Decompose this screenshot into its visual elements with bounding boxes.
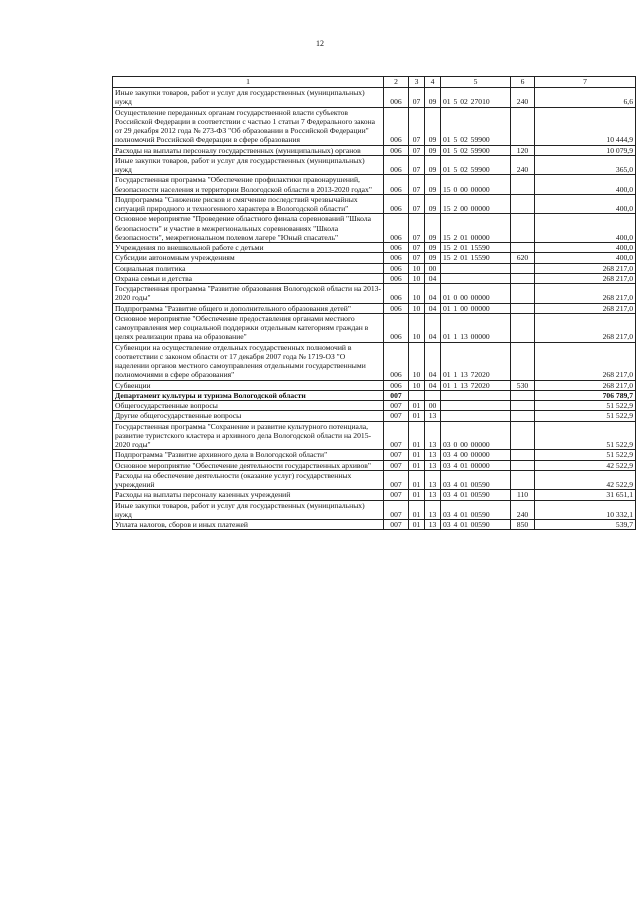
row-section-code: 01 <box>409 411 425 421</box>
row-subsection-code: 13 <box>425 470 441 490</box>
row-expense-type-code: 110 <box>511 490 535 500</box>
row-ved-code: 006 <box>384 175 409 195</box>
row-amount: 400,0 <box>535 175 636 195</box>
table-row <box>113 88 636 108</box>
row-subsection-code: 09 <box>425 145 441 155</box>
row-target-article-code: 01 0 00 00000 <box>441 284 511 304</box>
row-subsection-code: 04 <box>425 284 441 304</box>
table-row <box>113 520 636 530</box>
table-row <box>113 390 636 400</box>
row-subsection-code: 13 <box>425 411 441 421</box>
row-expense-type-code <box>511 243 535 253</box>
row-name: Иные закупки товаров, работ и услуг для государственных (муниципальных) нужд <box>113 155 384 175</box>
row-target-article-code: 03 4 01 00590 <box>441 500 511 520</box>
budget-table <box>112 76 636 530</box>
row-ved-code: 007 <box>384 390 409 400</box>
table-row <box>113 450 636 460</box>
row-expense-type-code <box>511 194 535 214</box>
row-expense-type-code <box>511 401 535 411</box>
row-ved-code: 006 <box>384 194 409 214</box>
row-name: Общегосударственные вопросы <box>113 401 384 411</box>
table-row <box>113 284 636 304</box>
table-row <box>113 155 636 175</box>
row-name: Уплата налогов, сборов и иных платежей <box>113 520 384 530</box>
row-name: Расходы на обеспечение деятельности (оказание услуг) государственных учреждений <box>113 470 384 490</box>
row-subsection-code: 09 <box>425 253 441 263</box>
table-row <box>113 273 636 283</box>
row-amount: 10 079,9 <box>535 145 636 155</box>
row-section-code: 07 <box>409 88 425 108</box>
row-target-article-code: 01 1 00 00000 <box>441 303 511 313</box>
row-expense-type-code: 850 <box>511 520 535 530</box>
row-amount: 365,0 <box>535 155 636 175</box>
row-ved-code: 006 <box>384 284 409 304</box>
table-row <box>113 214 636 243</box>
row-expense-type-code <box>511 313 535 342</box>
row-amount: 268 217,0 <box>535 284 636 304</box>
row-amount: 268 217,0 <box>535 263 636 273</box>
row-ved-code: 007 <box>384 421 409 450</box>
row-target-article-code: 03 4 01 00590 <box>441 490 511 500</box>
column-number: 4 <box>425 77 441 88</box>
table-row <box>113 194 636 214</box>
row-section-code: 10 <box>409 284 425 304</box>
row-amount: 51 522,9 <box>535 411 636 421</box>
row-amount: 268 217,0 <box>535 342 636 380</box>
row-ved-code: 006 <box>384 145 409 155</box>
row-name: Основное мероприятие "Проведение областного финала соревнований "Школа безопасности" и участие в межрегиональных соревнованиях "Школа безопасности", межрегиональном полевом лагере "Юный спасатель" <box>113 214 384 243</box>
row-subsection-code: 09 <box>425 88 441 108</box>
row-expense-type-code <box>511 411 535 421</box>
row-amount: 539,7 <box>535 520 636 530</box>
row-target-article-code: 03 4 01 00000 <box>441 460 511 470</box>
row-ved-code: 007 <box>384 450 409 460</box>
row-ved-code: 007 <box>384 490 409 500</box>
row-section-code: 07 <box>409 243 425 253</box>
table-row <box>113 460 636 470</box>
row-expense-type-code: 620 <box>511 253 535 263</box>
row-subsection-code: 09 <box>425 155 441 175</box>
row-section-code: 07 <box>409 107 425 145</box>
row-section-code: 10 <box>409 273 425 283</box>
row-target-article-code <box>441 273 511 283</box>
row-expense-type-code <box>511 263 535 273</box>
row-amount: 706 789,7 <box>535 390 636 400</box>
table-row <box>113 303 636 313</box>
row-ved-code: 006 <box>384 243 409 253</box>
row-target-article-code: 03 4 00 00000 <box>441 450 511 460</box>
row-ved-code: 006 <box>384 155 409 175</box>
row-ved-code: 007 <box>384 460 409 470</box>
row-target-article-code: 01 1 13 72020 <box>441 342 511 380</box>
row-ved-code: 006 <box>384 253 409 263</box>
row-name: Расходы на выплаты персоналу государственных (муниципальных) органов <box>113 145 384 155</box>
row-expense-type-code <box>511 284 535 304</box>
row-amount: 10 332,1 <box>535 500 636 520</box>
row-name: Иные закупки товаров, работ и услуг для государственных (муниципальных) нужд <box>113 88 384 108</box>
row-subsection-code: 13 <box>425 421 441 450</box>
row-ved-code: 007 <box>384 411 409 421</box>
row-name: Субсидии автономным учреждениям <box>113 253 384 263</box>
row-target-article-code: 15 2 01 15590 <box>441 243 511 253</box>
row-ved-code: 006 <box>384 342 409 380</box>
row-section-code: 07 <box>409 194 425 214</box>
row-name: Основное мероприятие "Обеспечение предоставления органами местного самоуправления мер социальной поддержки отдельным категориям граждан в целях реализации права на образование" <box>113 313 384 342</box>
row-name: Социальная политика <box>113 263 384 273</box>
row-section-code: 07 <box>409 214 425 243</box>
row-name: Департамент культуры и туризма Вологодской области <box>113 390 384 400</box>
column-number: 1 <box>113 77 384 88</box>
table-row <box>113 107 636 145</box>
row-subsection-code: 09 <box>425 214 441 243</box>
row-amount: 268 217,0 <box>535 303 636 313</box>
row-target-article-code: 01 5 02 59900 <box>441 155 511 175</box>
column-number: 3 <box>409 77 425 88</box>
row-target-article-code: 15 2 01 00000 <box>441 214 511 243</box>
row-section-code: 10 <box>409 263 425 273</box>
row-section-code: 01 <box>409 500 425 520</box>
row-section-code: 10 <box>409 313 425 342</box>
row-target-article-code <box>441 390 511 400</box>
row-name: Охрана семьи и детства <box>113 273 384 283</box>
table-row <box>113 411 636 421</box>
row-expense-type-code <box>511 303 535 313</box>
row-section-code: 01 <box>409 490 425 500</box>
row-target-article-code: 01 1 13 00000 <box>441 313 511 342</box>
row-expense-type-code <box>511 175 535 195</box>
row-subsection-code: 00 <box>425 263 441 273</box>
row-expense-type-code <box>511 214 535 243</box>
row-target-article-code: 01 5 02 59900 <box>441 107 511 145</box>
table-row <box>113 500 636 520</box>
row-expense-type-code <box>511 390 535 400</box>
row-ved-code: 006 <box>384 263 409 273</box>
row-target-article-code <box>441 401 511 411</box>
row-expense-type-code: 530 <box>511 380 535 390</box>
row-section-code: 10 <box>409 342 425 380</box>
row-subsection-code: 00 <box>425 401 441 411</box>
table-row <box>113 342 636 380</box>
row-subsection-code <box>425 390 441 400</box>
page-number: 12 <box>316 39 324 48</box>
row-name: Учреждения по внешкольной работе с детьми <box>113 243 384 253</box>
row-subsection-code: 13 <box>425 520 441 530</box>
row-target-article-code: 03 0 00 00000 <box>441 421 511 450</box>
table-row <box>113 253 636 263</box>
table-row <box>113 313 636 342</box>
row-target-article-code: 01 1 13 72020 <box>441 380 511 390</box>
row-section-code: 01 <box>409 421 425 450</box>
row-target-article-code <box>441 411 511 421</box>
table-row <box>113 421 636 450</box>
row-subsection-code: 04 <box>425 380 441 390</box>
row-expense-type-code <box>511 460 535 470</box>
row-amount: 400,0 <box>535 194 636 214</box>
row-section-code: 07 <box>409 253 425 263</box>
row-name: Государственная программа "Сохранение и развитие культурного потенциала, развитие туристского кластера и архивного дела Вологодской области на 2015-2020 годы" <box>113 421 384 450</box>
row-name: Осуществление переданных органам государственной власти субъектов Российской Федерации в соответствии с частью 1 статьи 7 Федерального закона от 29 декабря 2012 года № 273-ФЗ "Об образовании в Российской Федерации" полномочий Российской Федерации в сфере образования <box>113 107 384 145</box>
row-name: Основное мероприятие "Обеспечение деятельности государственных архивов" <box>113 460 384 470</box>
row-section-code: 07 <box>409 155 425 175</box>
row-subsection-code: 04 <box>425 342 441 380</box>
row-amount: 6,6 <box>535 88 636 108</box>
row-amount: 42 522,9 <box>535 470 636 490</box>
row-subsection-code: 09 <box>425 107 441 145</box>
row-name: Субвенции на осуществление отдельных государственных полномочий в соответствии с законом области от 17 декабря 2007 года № 1719-ОЗ "О наделении органов местного самоуправления отдельными государственными полномочиями в сфере образования" <box>113 342 384 380</box>
row-subsection-code: 13 <box>425 460 441 470</box>
row-ved-code: 007 <box>384 401 409 411</box>
row-section-code: 01 <box>409 450 425 460</box>
row-section-code: 07 <box>409 145 425 155</box>
row-amount: 400,0 <box>535 253 636 263</box>
column-number: 5 <box>441 77 511 88</box>
row-expense-type-code: 240 <box>511 500 535 520</box>
row-amount: 42 522,9 <box>535 460 636 470</box>
row-expense-type-code <box>511 450 535 460</box>
row-ved-code: 007 <box>384 520 409 530</box>
row-section-code: 01 <box>409 470 425 490</box>
column-number: 2 <box>384 77 409 88</box>
row-name: Подпрограмма "Снижение рисков и смягчение последствий чрезвычайных ситуаций природного и техногенного характера в Вологодской области" <box>113 194 384 214</box>
row-amount: 400,0 <box>535 243 636 253</box>
row-target-article-code: 03 4 01 00590 <box>441 470 511 490</box>
row-amount: 268 217,0 <box>535 273 636 283</box>
row-target-article-code: 01 5 02 59900 <box>441 145 511 155</box>
row-target-article-code: 15 0 00 00000 <box>441 175 511 195</box>
row-name: Иные закупки товаров, работ и услуг для государственных (муниципальных) нужд <box>113 500 384 520</box>
row-section-code: 07 <box>409 175 425 195</box>
row-subsection-code: 09 <box>425 175 441 195</box>
row-amount: 51 522,9 <box>535 450 636 460</box>
row-name: Государственная программа "Обеспечение профилактики правонарушений, безопасности населения и территории Вологодской области в 2013-2020 годах" <box>113 175 384 195</box>
row-ved-code: 006 <box>384 88 409 108</box>
table-row <box>113 263 636 273</box>
row-ved-code: 006 <box>384 107 409 145</box>
table-row <box>113 470 636 490</box>
row-subsection-code: 13 <box>425 490 441 500</box>
row-ved-code: 007 <box>384 500 409 520</box>
row-target-article-code: 15 2 01 15590 <box>441 253 511 263</box>
row-amount: 268 217,0 <box>535 313 636 342</box>
table-row <box>113 380 636 390</box>
row-expense-type-code <box>511 273 535 283</box>
table-row <box>113 145 636 155</box>
row-section-code: 01 <box>409 460 425 470</box>
row-ved-code: 006 <box>384 214 409 243</box>
row-ved-code: 006 <box>384 313 409 342</box>
row-section-code: 10 <box>409 303 425 313</box>
row-amount: 51 522,9 <box>535 401 636 411</box>
row-name: Подпрограмма "Развитие архивного дела в Вологодской области" <box>113 450 384 460</box>
row-expense-type-code <box>511 107 535 145</box>
table-row <box>113 490 636 500</box>
table-row <box>113 243 636 253</box>
row-target-article-code: 15 2 00 00000 <box>441 194 511 214</box>
row-section-code: 01 <box>409 520 425 530</box>
row-expense-type-code: 240 <box>511 155 535 175</box>
row-name: Подпрограмма "Развитие общего и дополнительного образования детей" <box>113 303 384 313</box>
row-section-code: 01 <box>409 401 425 411</box>
row-expense-type-code <box>511 470 535 490</box>
row-section-code: 10 <box>409 380 425 390</box>
row-subsection-code: 09 <box>425 194 441 214</box>
row-ved-code: 006 <box>384 380 409 390</box>
row-amount: 268 217,0 <box>535 380 636 390</box>
table-row <box>113 175 636 195</box>
row-target-article-code: 03 4 01 00590 <box>441 520 511 530</box>
row-amount: 400,0 <box>535 214 636 243</box>
row-name: Субвенции <box>113 380 384 390</box>
row-subsection-code: 09 <box>425 243 441 253</box>
row-ved-code: 006 <box>384 303 409 313</box>
column-number-row <box>113 77 636 88</box>
row-expense-type-code: 120 <box>511 145 535 155</box>
row-subsection-code: 04 <box>425 313 441 342</box>
row-amount: 51 522,9 <box>535 421 636 450</box>
table-row <box>113 401 636 411</box>
column-number: 6 <box>511 77 535 88</box>
row-name: Расходы на выплаты персоналу казенных учреждений <box>113 490 384 500</box>
row-amount: 31 651,1 <box>535 490 636 500</box>
row-subsection-code: 13 <box>425 500 441 520</box>
row-expense-type-code <box>511 342 535 380</box>
row-ved-code: 006 <box>384 273 409 283</box>
row-section-code <box>409 390 425 400</box>
row-ved-code: 007 <box>384 470 409 490</box>
row-target-article-code: 01 5 02 27010 <box>441 88 511 108</box>
row-expense-type-code <box>511 421 535 450</box>
column-number: 7 <box>535 77 636 88</box>
row-subsection-code: 04 <box>425 303 441 313</box>
table-body <box>113 77 636 530</box>
row-subsection-code: 13 <box>425 450 441 460</box>
row-subsection-code: 04 <box>425 273 441 283</box>
row-name: Другие общегосударственные вопросы <box>113 411 384 421</box>
row-name: Государственная программа "Развитие образования Вологодской области на 2013-2020 годы" <box>113 284 384 304</box>
row-target-article-code <box>441 263 511 273</box>
row-amount: 10 444,9 <box>535 107 636 145</box>
row-expense-type-code: 240 <box>511 88 535 108</box>
